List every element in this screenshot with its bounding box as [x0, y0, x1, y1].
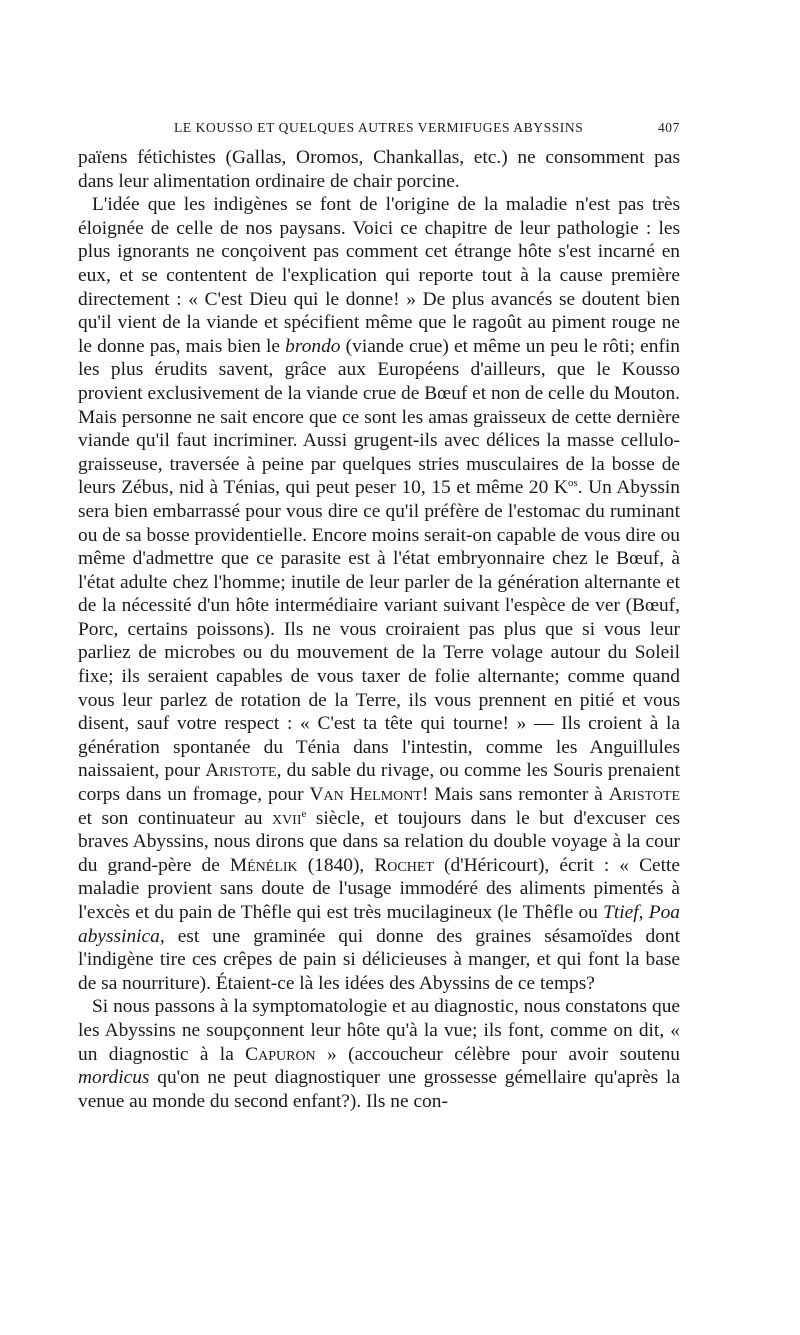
body-text [78, 146, 680, 1113]
text-run: L'idée que les indigènes se font de l'origine de la maladie n'est pas très éloignée de celle de nos paysans. Voici ce chapitre de leur pathologie : les plus ignorants ne conçoivent pas comment cet étrange hôte s'est incarné en eux, et se contentent de l'explication qui reporte tout à la cause première directement : « C'est Dieu qui le donne! » De plus avancés se doutent bien qu'il vient de la viande et spécifient même que le ragoût au piment rouge ne le donne pas, mais bien le [78, 194, 680, 357]
italic-term-poa-abyssinica: Poa abyssinica [78, 902, 680, 947]
text-run: ! Mais sans remonter à [421, 784, 609, 806]
running-header [78, 116, 680, 140]
author-name-van-helmont: Van Helmont [309, 784, 422, 806]
text-run: (1840), [297, 854, 375, 876]
text-run: (viande crue) et même un peu le rôti; enfin les plus érudits savent, grâce aux Européens d'ailleurs, que le Kousso provient exclusivement de la viande crue de Bœuf et non de celle du Mouton. Mais personne ne sait encore que ce sont les amas graisseux de cette dernière viande qu'il faut incriminer. Aussi grugent-ils avec délices la masse cellulo-graisseuse, traversée à peine par quelques stries musculaires de la bosse de leurs Zébus, nid à Ténias, qui peut peser 10, 15 et même 20 K [78, 335, 680, 499]
century-numeral: xvii [271, 807, 302, 829]
text-run: (d'Héricourt), écrit : « Cette maladie provient sans doute de l'usage immodéré des aliments pimentés à l'excès et du pain de Thêfle qui est très mucilagineux (le Thêfle ou [78, 854, 680, 923]
paragraph-1-text: païens fétichistes (Gallas, Oromos, Chankallas, etc.) ne consomment pas dans leur alimentation ordinaire de chair porcine. [78, 147, 680, 192]
text-run: et son continuateur au [78, 807, 272, 829]
author-name-aristote: Aristote [205, 760, 277, 782]
text-run: siècle, et toujours dans le but d'excuser ces braves Abyssins, nous dirons que dans sa relation du double voyage à la cour du grand-père de [78, 807, 680, 876]
author-name-rochet: Rochet [374, 854, 434, 876]
paragraph-2 [78, 193, 680, 995]
superscript-kos: os [567, 477, 578, 490]
page-number: 407 [657, 120, 680, 135]
paragraph-3 [78, 995, 680, 1113]
italic-term-ttief: Ttief [603, 902, 639, 923]
document-page [78, 116, 680, 1113]
superscript-century: e [301, 807, 307, 820]
author-name-aristote: Aristote [608, 784, 681, 806]
author-name-capuron: Capuron [245, 1043, 316, 1065]
text-run: , est une graminée qui donne des graines sésamoïdes dont l'indigène tire ces crêpes de pain si délicieuses à manger, et qui font la base de sa nourriture). Étaient-ce là les idées des Abyssins de ce temps? [78, 925, 680, 994]
paragraph-1 [78, 146, 680, 193]
text-run: . Un Abyssin sera bien embarrassé pour vous dire ce qu'il préfère de l'estomac du ruminant ou de sa bosse providentielle. Encore moins serait-on capable de vous dire ou même d'admettre que ce parasite est à l'état embryonnaire chez le Bœuf, à l'état adulte chez l'homme; inutile de leur parler de la génération alternante et de la nécessité d'un hôte intermédiaire variant suivant l'espèce de ver (Bœuf, Porc, certains poissons). Ils ne vous croiraient pas plus que si vous leur parliez de microbes ou du mouvement de la Terre volage autour du Soleil fixe; ils seraient capables de vous taxer de folie alternante; comme quand vous leur parlez de rotation de la Terre, ils vous prennent en pitié et vous disent, sauf votre respect : « C'est ta tête qui tourne! » — Ils croient à la génération spontanée du Ténia dans l'intestin, comme les Anguillules naissaient, pour [78, 477, 680, 782]
text-run: qu'on ne peut diagnostiquer une grossesse gémellaire qu'après la venue au monde du second enfant?). Ils ne con- [78, 1067, 680, 1112]
name-menelik: Ménélik [229, 854, 298, 876]
text-run: Si nous passons à la symptomatologie et au diagnostic, nous constatons que les Abyssins ne soupçonnent leur hôte qu'à la vue; ils font, comme on dit, « un diagnostic à la [78, 996, 680, 1065]
running-title: LE KOUSSO ET QUELQUES AUTRES VERMIFUGES ABYSSINS [174, 120, 584, 135]
italic-term-brondo: brondo [285, 335, 341, 357]
text-run: , du sable du rivage, ou comme les Souris prenaient corps dans un fromage, pour [78, 760, 680, 806]
italic-term-mordicus: mordicus [78, 1067, 150, 1089]
text-run: » (accoucheur célèbre pour avoir soutenu [315, 1043, 680, 1065]
text-run: , [638, 902, 649, 923]
